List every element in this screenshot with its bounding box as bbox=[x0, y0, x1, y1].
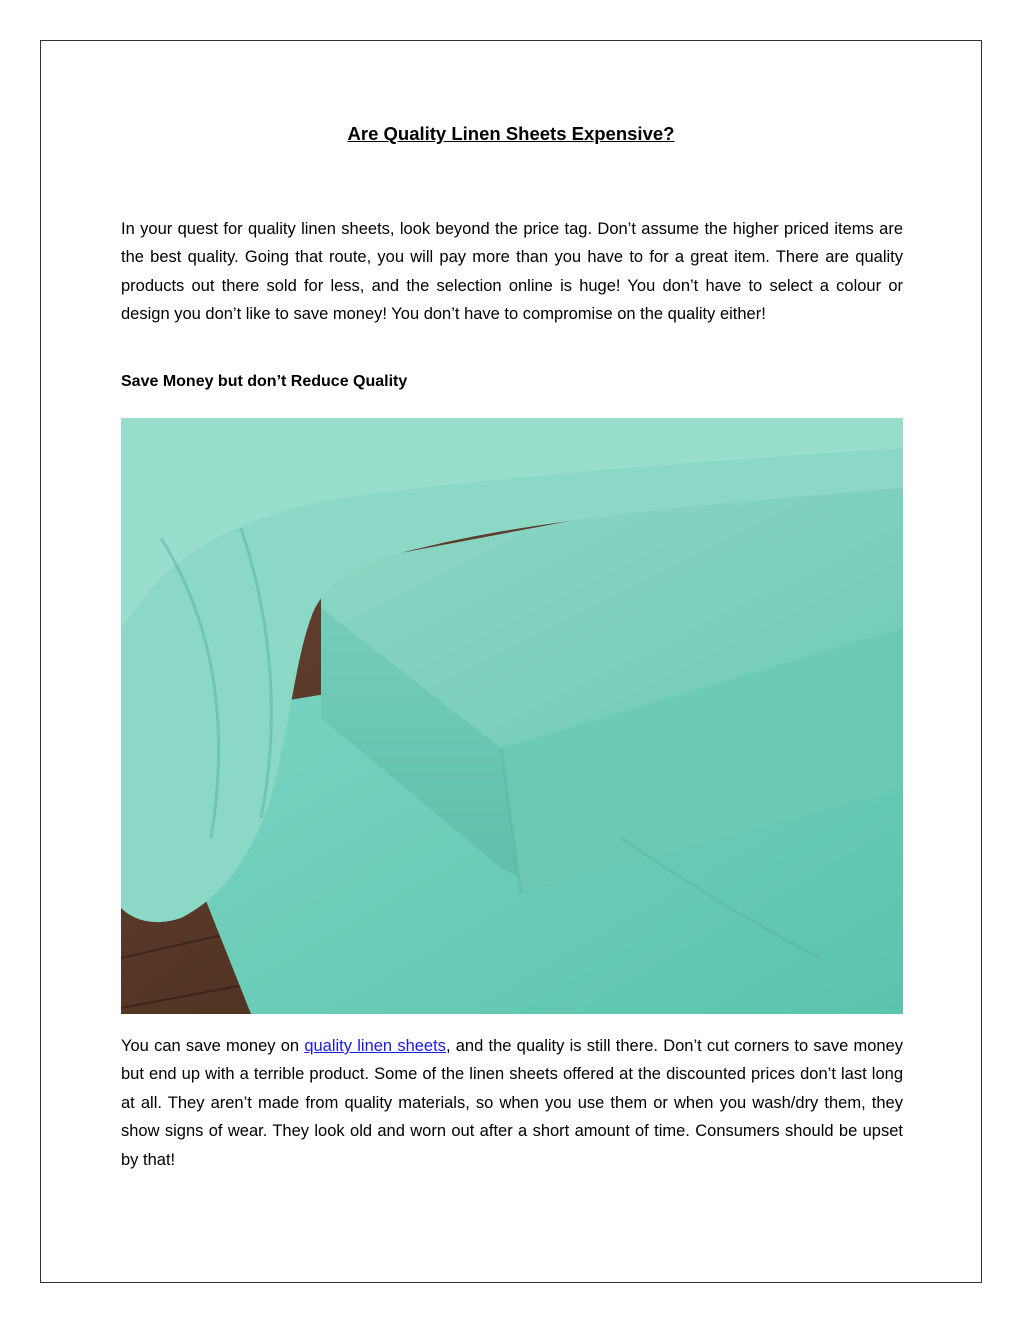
quality-linen-sheets-link[interactable]: quality linen sheets bbox=[304, 1037, 446, 1055]
document-page bbox=[40, 40, 982, 1283]
document-title: Are Quality Linen Sheets Expensive? bbox=[347, 123, 675, 144]
intro-paragraph: In your quest for quality linen sheets, look beyond the price tag. Don’t assume the higher priced items are the best quality. Going that route, you will pay more than you have to for a great item. There are quality products out there sold for less, and the selection online is huge! You don’t have to select a colour or design you don’t like to save money! You don’t have to compromise on the quality either! bbox=[121, 220, 903, 324]
section-heading: Save Money but don’t Reduce Quality bbox=[121, 373, 408, 390]
savings-paragraph-lead: You can save money on bbox=[121, 1037, 305, 1055]
savings-paragraph bbox=[121, 1032, 903, 1174]
linen-sheets-photo bbox=[121, 418, 903, 1014]
linen-sheets-illustration bbox=[121, 418, 903, 1014]
savings-paragraph-rest: , and the quality is still there. Don’t cut corners to save money but end up with a terrible product. Some of the linen sheets offered at the discounted prices don’t last long at all. They aren’t made from quality materials, so when you use them or when you wash/dry them, they show signs of wear. They look old and worn out after a short amount of time. Consumers should be upset by that! bbox=[121, 1037, 903, 1169]
